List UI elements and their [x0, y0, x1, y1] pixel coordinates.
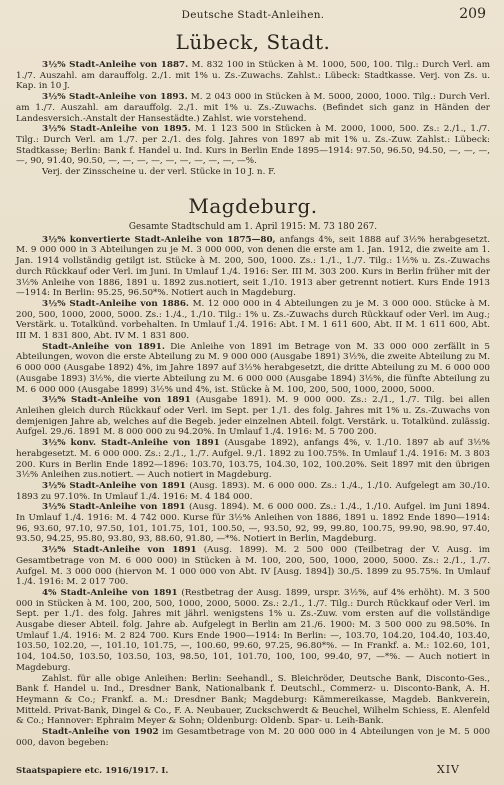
loan-text: (Restbetrag der Ausg. 1899, urspr. 3½%, auf 4% erhöht). M. 3 500 000 in Stücken à M. 100, 200, 500, 1000, 2000, 5000. Zs.: 2./1., 1./7. Tilg.: Durch Rückkauf oder Verl. im Sept. per 1./1. des folg. Jahres mit jährl. wenigstens 1% u. Zs.-Zuw. vom ersten auf die vollständige Ausgabe dieser Abteil. folg. Jahre ab. Aufgelegt in Berlin am 21./6. 1900: M. 3 500 000 zu 98.50%. In Umlauf 1./4. 1916: M. 2 824 700. Kurs Ende 1900—1914: In Berlin: —, 103.70, 104.20, 104.40, 103.40, 103.50, 102.20, —, 101.10, 101.75, —, 100.60, 99.60, 97.25, 96.80*%. — In Frankf. a. M.: 102.60, 101, 104, 104.50, 103.50, 103.50, 103, 98.50, 101, 101.70, 100, 100, 99.40, 97, —*%. — Auch notiert in Magdeburg.: [16, 587, 490, 673]
loan-entry: [16, 438, 490, 481]
limitation-note: [16, 167, 490, 178]
loan-title: 3½% Stadt-Anleihe von 1891: [42, 502, 186, 513]
loan-title: 3½% Stadt-Anleihe von 1887.: [42, 60, 189, 70]
loan-title: Stadt-Anleihe von 1891.: [42, 341, 165, 352]
loan-text: M. 12 000 000 in 4 Abteilungen zu je M. 3 000 000. Stücke à M. 200, 500, 1000, 2000, 5000. Zs.: 1./4., 1./10. Tilg.: 1% u. Zs.-Zuwachs durch Rückkauf oder Verl. im Aug.; Verstärk. u. Totalkünd. vorbehalten. In Umlauf 1./4. 1916: Abt. I M. 1 611 600, Abt. II M. 1 611 600, Abt. III M. 1 831 800, Abt. IV M. 1 831 800.: [16, 298, 490, 342]
loan-text: (Ausg. 1893). M. 6 000 000. Zs.: 1./4., 1./10. Aufgelegt am 30./10. 1893 zu 97.10%. In Umlauf 1./4. 1916: M. 4 184 000.: [16, 480, 490, 502]
loan-title: 3½% Stadt-Anleihe von 1891: [42, 480, 186, 491]
page-number: 209: [459, 6, 486, 22]
loan-title: 3½% Stadt-Anleihe von 1891: [42, 395, 191, 406]
loan-title: 3½% Stadt-Anleihe von 1891: [42, 545, 197, 556]
loan-title: 3½% konv. Stadt-Anleihe von 1891: [42, 438, 220, 449]
loan-text: im Gesamtbetrage von M. 20 000 000 in 4 Abteilungen von je M. 5 000 000, davon begeben:: [16, 727, 491, 748]
loan-text: Die Anleihe von 1891 im Betrage von M. 33 000 000 zerfällt in 5 Abteilungen, wovon die erste Abteilung zu M. 9 000 000 (Ausgabe 1891) 3½%, die zweite Abteilung zu M. 6 000 000 (Ausgabe 1892) 4%, im Jahre 1897 auf 3½% herabgesetzt, die dritte Abteilung zu M. 6 000 000 (Ausgabe 1893) 3½%, die vierte Abteilung zu M. 6 000 000 (Ausgabe 1894) 3½%, die fünfte Abteilung zu M. 6 000 000 (Ausgabe 1899) 3½% und 4%, ist. Stücke à M. 100, 200, 500, 1000, 2000, 5000.: [16, 341, 491, 395]
section-heading-luebeck: Lübeck, Stadt.: [175, 30, 331, 54]
loan-text: (Ausg. 1894). M. 6 000 000. Zs.: 1./4., 1./10. Aufgel. im Juni 1894. In Umlauf 1./4. 1916: M. 4 742 000. Kurse für 3½% Anleihen von 1886, 1891 u. 1892 Ende 1890—1914: 96, 93.60, 97.10, 97.50, 101, 101.75, 101, 100.50, —, 93.50, 92, 99, 99.80, 100.75, 99.90, 98.90, 97.40, 93.50, 94.25, 95.80, 93.80, 93, 88.60, 91.80, —*%. Notiert in Berlin, Magdeburg.: [16, 502, 490, 545]
loan-title: Stadt-Anleihe von 1902: [42, 727, 159, 738]
running-head: [16, 0, 490, 28]
section-heading-magdeburg: Magdeburg.: [188, 193, 318, 218]
loan-text: M. 832 100 in Stücken à M. 1000, 500, 100. Tilg.: Durch Verl. am 1./7. Auszahl. am darauffolg. 2./1. mit 1% u. Zs.-Zuwachs. Zahlst.: Lübeck: Stadtkasse. Verj. von Zs. u. Kap. in 10 J.: [16, 60, 490, 92]
loan-text: Verj. der Zinsscheine u. der verl. Stücke in 10 J. n. F.: [42, 167, 276, 178]
loan-title: 3½% Stadt-Anleihe von 1895.: [42, 124, 191, 135]
footer-source: Staatspapiere etc. 1916/1917. I.: [16, 766, 169, 776]
loan-entry-1893: [16, 92, 490, 124]
loan-entry: [16, 502, 490, 545]
loan-title: 3½% Stadt-Anleihe von 1886.: [42, 298, 189, 309]
loan-text: (Ausgabe 1891). M. 9 000 000. Zs.: 2./1., 1./7. Tilg. bei allen Anleihen gleich durch Rückkauf oder Verl. im Sept. per 1./1. des folg. Jahres mit 1% u. Zs.-Zuwachs von demjenigen Jahre ab, welches auf die Begeb. jeder einzelnen Abteil. folgt. Verstärk. u. Totalkünd. zulässig. Aufgel. 29./6. 1891 M. 8 000 000 zu 94.20%. In Umlauf 1./4. 1916: M. 5 700 200.: [16, 395, 490, 438]
loan-text: (Ausgabe 1892), anfangs 4%, v. 1./10. 1897 ab auf 3½% herabgesetzt. M. 6 000 000. Zs.: 2./1., 1./7. Aufgel. 9./1. 1892 zu 100.75%. In Umlauf 1./4. 1916: M. 3 803 200. Kurs in Berlin Ende 1892—1896: 103.70, 103.75, 104.30, 102, 100.20%. Seit 1897 mit den übrigen 3½% Anleihen zus.notiert. — Auch notiert in Magdeburg.: [16, 438, 490, 481]
loan-entry: [16, 588, 490, 674]
loan-entry: [16, 395, 490, 438]
magdeburg-section: [16, 235, 490, 749]
footer-signature-mark: XIV: [436, 763, 460, 776]
loan-text: (Ausg. 1899). M. 2 500 000 (Teilbetrag der V. Ausg. im Gesamtbetrage von M. 6 000 000) in Stücken à M. 100, 200, 500, 1000, 2000, 5000. Zs.: 2./1., 1./7. Aufgel. M. 3 000 000 (hiervon M. 1 000 000 von Abt. IV [Ausg. 1894]) 30./5. 1899 zu 95.75%. In Umlauf 1./4. 1916: M. 2 017 700.: [16, 545, 490, 588]
loan-title: 4% Stadt-Anleihe von 1891: [42, 587, 178, 598]
loan-entry: [16, 235, 490, 299]
loan-text: Zahlst. für alle obige Anleihen: Berlin: Seehandl., S. Bleichröder, Deutsche Bank, Disconto-Ges., Bank f. Handel u. Ind., Dresdner Bank, Nationalbank f. Deutschl., Commerz- u. Disconto-Bank, A. H. Heymann & Co.; Frankf. a. M.: Dresdner Bank; Magdeburg: Kämmereikasse, Magdeb. Bankverein, Mitteld. Privat-Bank, Dingel & Co., F. A. Neubauer, Zuckschwerdt & Beuchel, Wilhelm Schiess, E. Alenfeld & Co.; Hannover: Ephraim Meyer & Sohn; Oldenburg: Oldenb. Spar- u. Leih-Bank.: [16, 673, 490, 727]
loan-entry: [16, 545, 490, 588]
loan-text: M. 2 043 000 in Stücken à M. 5000, 2000, 1000. Tilg.: Durch Verl. am 1./7. Auszahl. am darauffolg. 2./1. mit 1% u. Zs.-Zuwachs. (Befindet sich ganz in Händen der Landesversich.-Anstalt der Hansestädte.) Zahlst. wie vorstehend.: [16, 92, 490, 124]
loan-entry-1895: [16, 124, 490, 167]
paying-agents: [16, 674, 490, 728]
loan-entry: [16, 481, 490, 502]
loan-entry-1887: [16, 60, 490, 92]
total-debt-line: Gesamte Stadtschuld am 1. April 1915: M. 73 180 267.: [128, 221, 378, 232]
loan-title: 3½% Stadt-Anleihe von 1893.: [42, 92, 188, 103]
loan-entry: [16, 342, 490, 396]
loan-entry: [16, 299, 490, 342]
loan-title: 3½% konvertierte Stadt-Anleihe von 1875—80,: [42, 234, 276, 245]
running-title: Deutsche Stadt-Anleihen.: [181, 9, 325, 21]
loan-text: anfangs 4%, seit 1888 auf 3½% herabgesetzt. M. 9 000 000 in 3 Abteilungen zu je M. 3 000 000, von denen die erste am 1. Jan. 1912, die zweite am 1. Jan. 1914 vollständig getilgt ist. Stücke à M. 200, 500, 1000. Zs.: 1./1., 1./7. Tilg.: 1½% u. Zs.-Zuwachs durch Rückkauf oder Verl. im Juni. In Umlauf 1./4. 1916: Ser. III M. 303 200. Kurs in Berlin früher mit der 3½% Anleihe von 1886, 1891 u. 1892 zus.notiert, seit 1./10. 1913 aber getrennt notiert. Kurs Ende 1913—1914: In Berlin: 95.25, 96.50*%. Notiert auch in Magdeburg.: [16, 234, 490, 299]
luebeck-section: [16, 60, 490, 178]
loan-entry-1902: [16, 727, 490, 748]
loan-text: M. 1 123 500 in Stücken à M. 2000, 1000, 500. Zs.: 2./1., 1./7. Tilg.: Durch Verl. am 1./7. per 2./1. des folg. Jahres von 1897 ab mit 1% u. Zs.-Zuw. Zahlst.: Lübeck: Stadtkasse; Berlin: Bank f. Handel u. Ind. Kurs in Berlin Ende 1895—1914: 97.50, 96.50, 94.50, —, —, —, —, 90, 91.40, 90.50, —, —, —, —, —, —, —, —, —, —%.: [16, 124, 491, 167]
